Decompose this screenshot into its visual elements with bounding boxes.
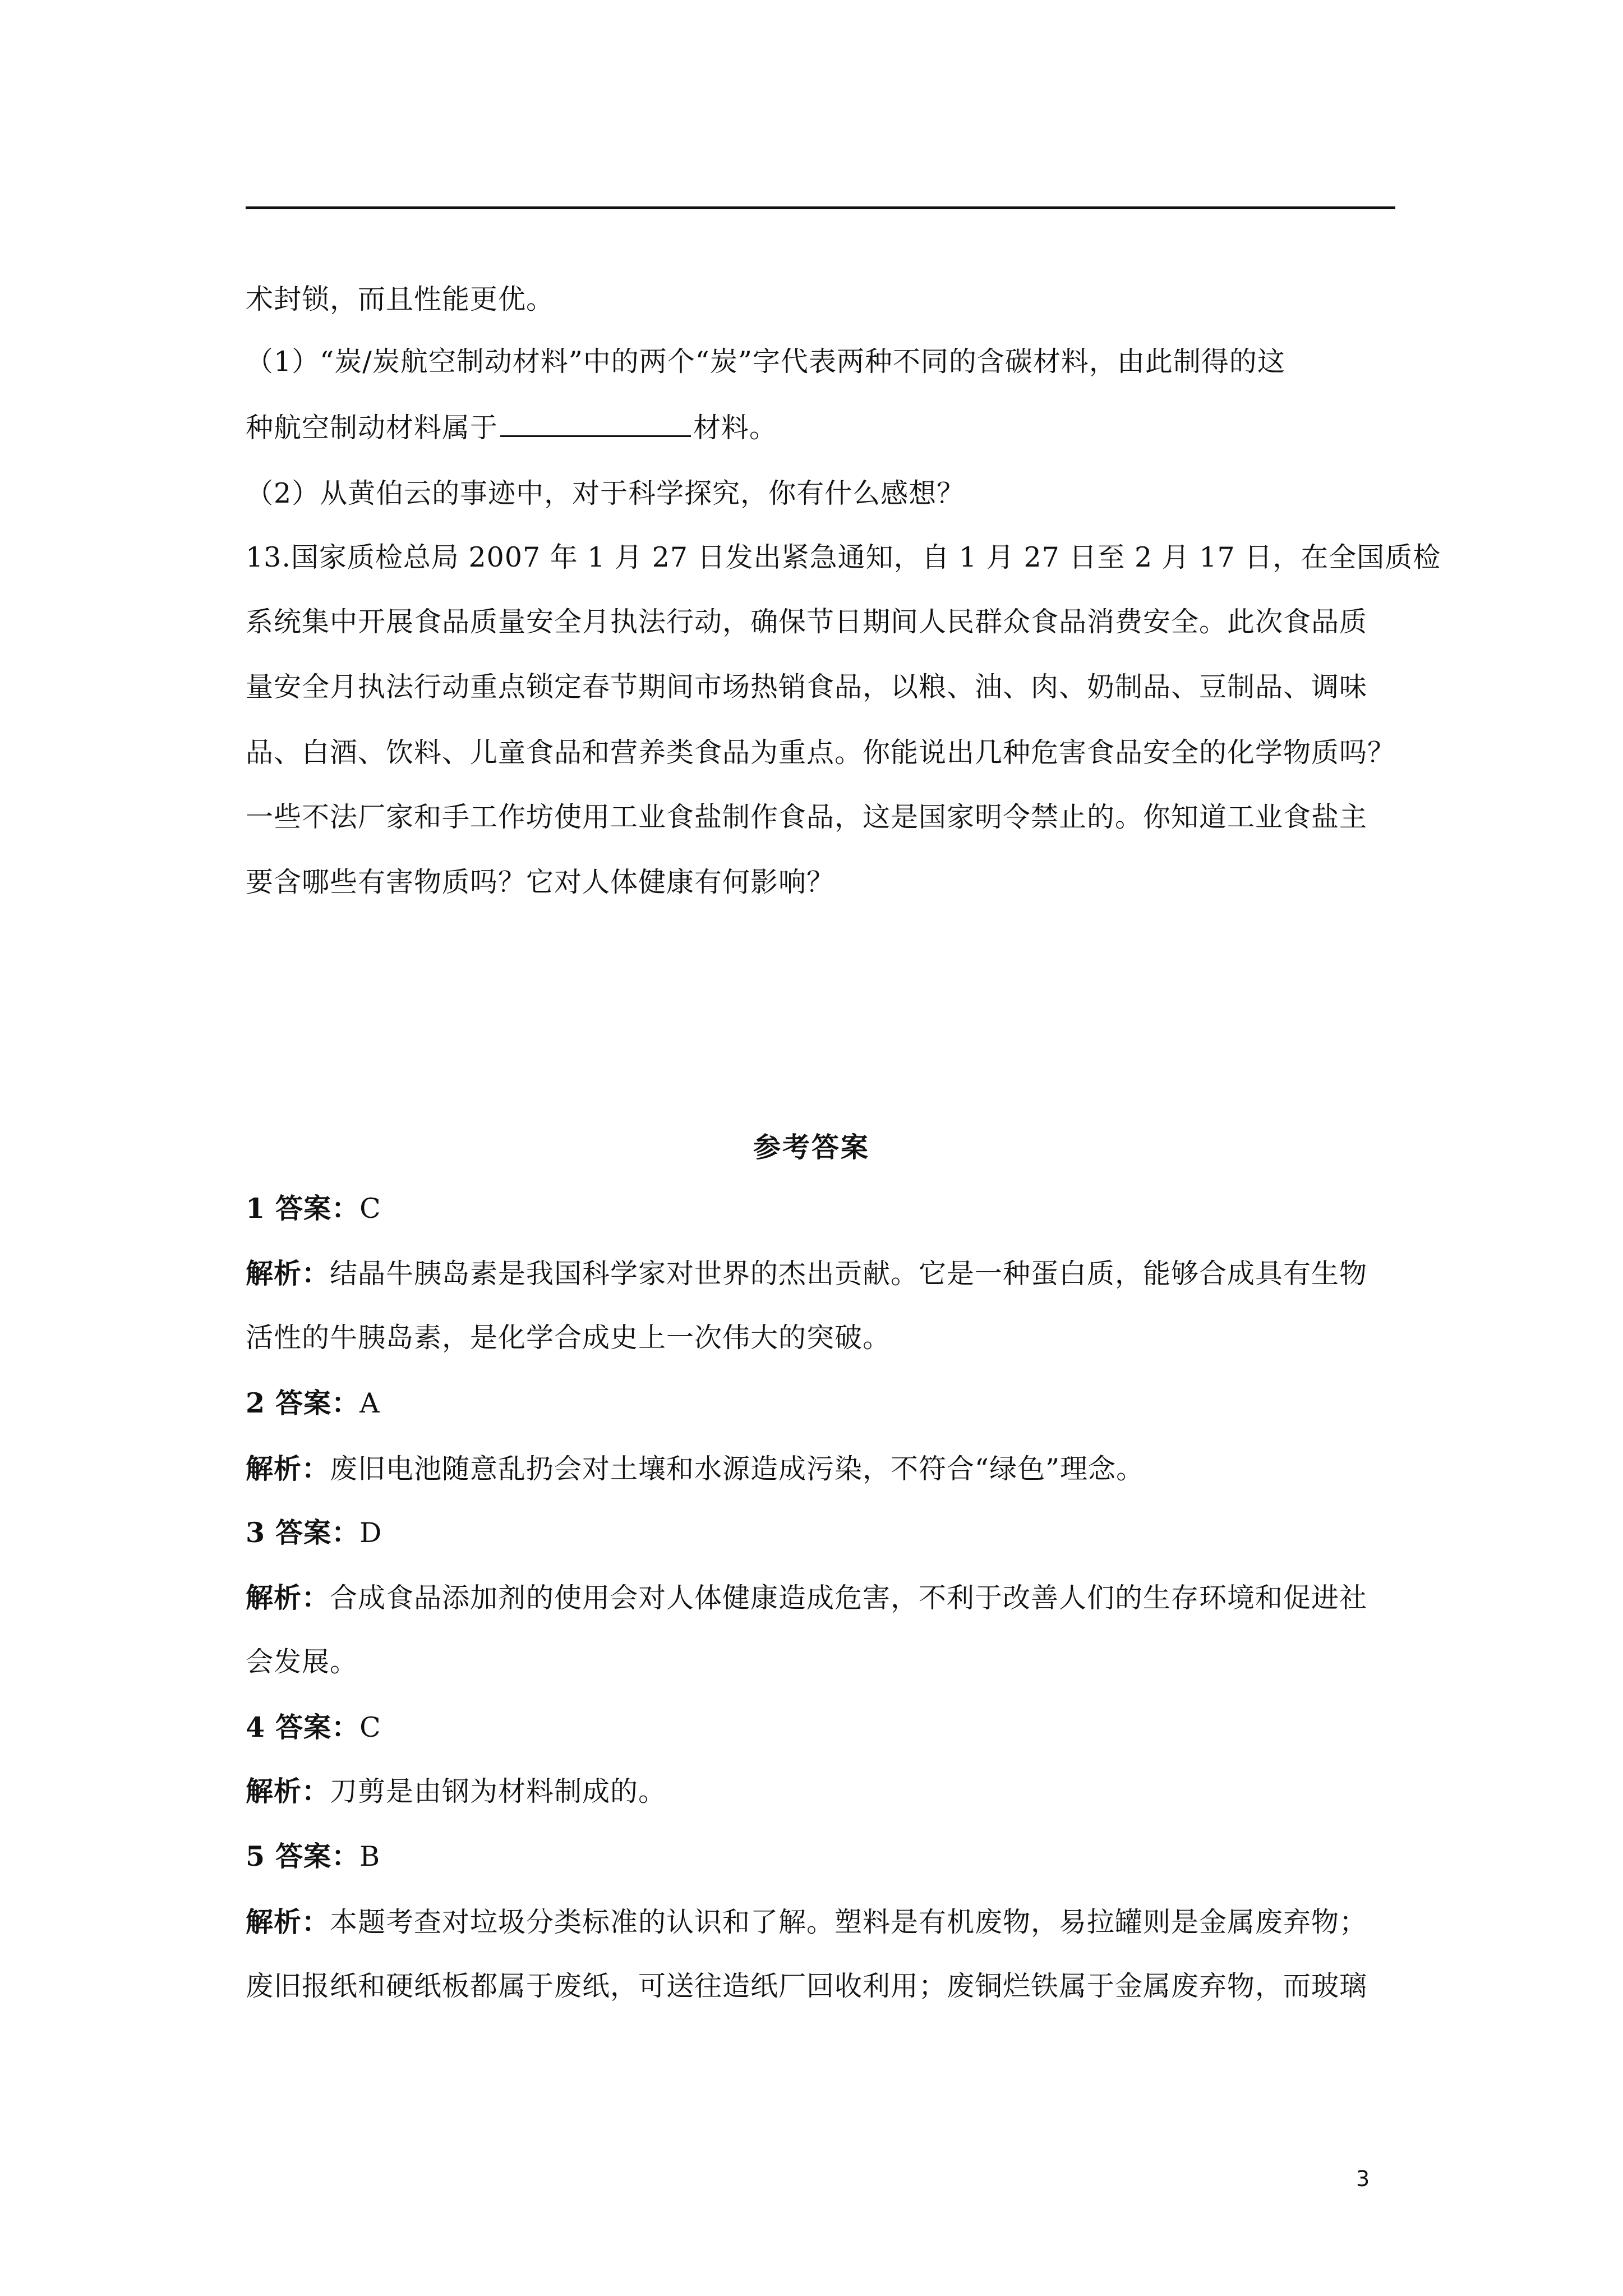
explanation-line: [246, 1257, 1367, 1291]
answer-value: A: [359, 1387, 380, 1419]
explanation-label: 解析：: [246, 1452, 330, 1485]
q13-line: 品、白酒、饮料、儿童食品和营养类食品为重点。你能说出几种危害食品安全的化学物质吗？: [246, 737, 1396, 769]
explanation-text: 刀剪是由钢为材料制成的。: [330, 1775, 667, 1807]
explanation-text: 结晶牛胰岛素是我国科学家对世界的杰出贡献。它是一种蛋白质，能够合成具有生物: [330, 1258, 1368, 1290]
explanation-text: 本题考查对垃圾分类标准的认识和了解。塑料是有机废物，易拉罐则是金属废弃物；: [330, 1906, 1368, 1938]
q12-sub1-after-blank: 材料。: [693, 412, 778, 444]
answer-line: [246, 1839, 380, 1874]
q12-sub1-line1: （1）“炭/炭航空制动材料”中的两个“炭”字代表两种不同的含碳材料，由此制得的这: [246, 346, 1285, 378]
answer-line: [246, 1710, 381, 1745]
answer-line: [246, 1516, 382, 1550]
answer-value: D: [359, 1517, 382, 1549]
answer-line: [246, 1386, 380, 1420]
explanation-label: 解析：: [246, 1257, 330, 1290]
page-number: 3: [1356, 2166, 1370, 2191]
answer-line: [246, 1191, 381, 1226]
explanation-line: [246, 1905, 1367, 1939]
continuation-text: 术封锁，而且性能更优。: [246, 283, 555, 315]
header-rule: [246, 206, 1395, 209]
q13-line: 要含哪些有害物质吗？它对人体健康有何影响？: [246, 866, 835, 898]
explanation-label: 解析：: [246, 1906, 330, 1938]
q12-sub2: （2）从黄伯云的事迹中，对于科学探究，你有什么感想？: [246, 477, 965, 509]
q13-line: 一些不法厂家和手工作坊使用工业食盐制作食品，这是国家明令禁止的。你知道工业食盐主: [246, 801, 1368, 833]
answer-label: 4 答案：: [246, 1711, 360, 1743]
explanation-text: 活性的牛胰岛素，是化学合成史上一次伟大的突破。: [246, 1322, 891, 1354]
explanation-line: [246, 1581, 1367, 1615]
answer-value: B: [359, 1841, 381, 1872]
explanation-text: 废旧电池随意乱扔会对土壤和水源造成污染，不符合“绿色”理念。: [330, 1453, 1145, 1485]
q12-sub1-before-blank: 种航空制动材料属于: [246, 412, 499, 444]
q13-line: 13.国家质检总局 2007 年 1 月 27 日发出紧急通知，自 1 月 27 日至 2 月 17 日，在全国质检: [246, 541, 1441, 573]
explanation-text: 合成食品添加剂的使用会对人体健康造成危害，不利于改善人们的生存环境和促进社: [330, 1582, 1368, 1614]
explanation-label: 解析：: [246, 1581, 330, 1614]
answer-value: C: [359, 1193, 381, 1225]
explanation-label: 解析：: [246, 1775, 330, 1807]
q13-line: 系统集中开展食品质量安全月执法行动，确保节日期间人民群众食品消费安全。此次食品质: [246, 606, 1368, 638]
answer-blank: [500, 412, 691, 437]
explanation-line: [246, 1452, 1144, 1486]
answer-label: 1 答案：: [246, 1192, 360, 1225]
answers-title: 参考答案: [753, 1131, 870, 1163]
explanation-text: 会发展。: [246, 1646, 358, 1678]
q12-sub1-line2: [246, 411, 777, 445]
answer-label: 5 答案：: [246, 1840, 360, 1872]
answer-label: 3 答案：: [246, 1516, 360, 1549]
answer-value: C: [359, 1711, 381, 1743]
answer-label: 2 答案：: [246, 1387, 360, 1419]
explanation-text: 废旧报纸和硬纸板都属于废纸，可送往造纸厂回收利用；废铜烂铁属于金属废弃物，而玻璃: [246, 1970, 1368, 2002]
q13-line: 量安全月执法行动重点锁定春节期间市场热销食品，以粮、油、肉、奶制品、豆制品、调味: [246, 671, 1368, 703]
explanation-line: [246, 1774, 666, 1809]
